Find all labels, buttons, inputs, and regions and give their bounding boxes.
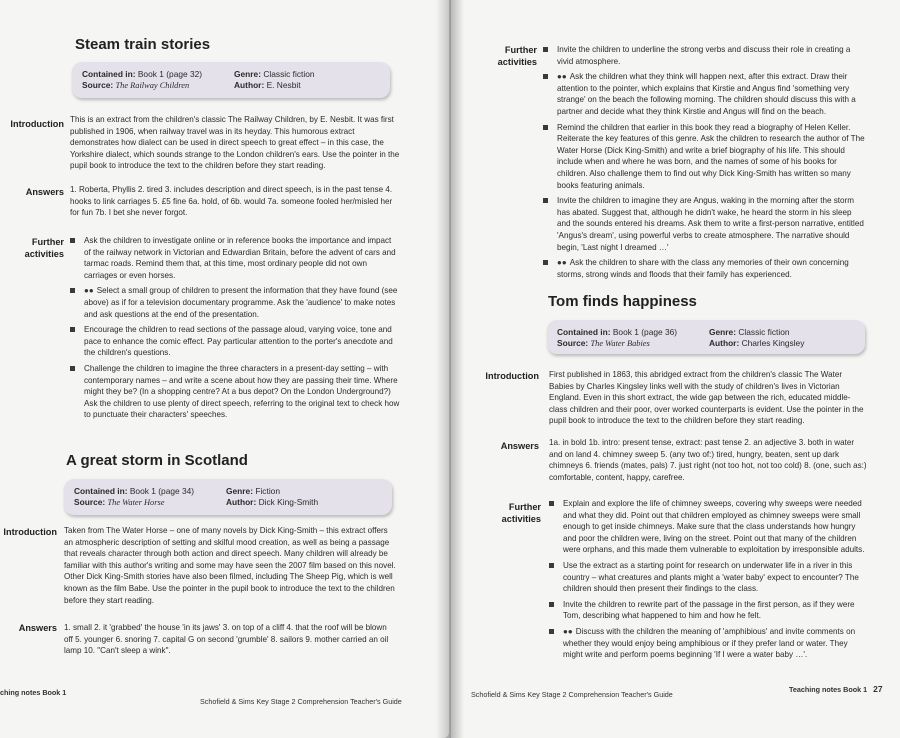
further-label-tom: Further activities [501,502,541,524]
intro-label-tom: Introduction [485,371,539,381]
intro-label-storm: Introduction [3,527,57,537]
list-item: Remind the children that earlier in this book they read a biography of Helen Keller. Reiterate the key features of this genre. Ask the children to research the author of The Water Horse (Dick King-Smith) and write a brief biography of his life. This should include when and where he was born, and the names of some of his books for children. Also challenge them to find out why Dick King-Smith has written so many books featuring animals. [543,122,865,192]
list-item: Encourage the children to read sections of the passage aloud, varying voice, tone and pace to enhance the comic effect. Pay particular attention to the porter's anecdote and the children's questions. [70,324,400,359]
left-page [0,0,449,738]
bullet-icon [549,501,554,506]
answers-label-tom: Answers [500,441,539,451]
list-item: ●● Select a small group of children to present the information that they have found (see above) as if for a television documentary programme. Ask the 'audience' to make notes and ask questions at the end of the presentation. [70,285,400,320]
contained-label: Contained in: [557,327,611,337]
source-label: Source: [557,338,589,348]
bullet-icon [543,198,548,203]
bullet-icon [549,629,554,634]
right-page [451,0,900,738]
bullet-icon [70,327,75,332]
running-footer-left: ching notes Book 1 [0,688,67,697]
further-list-tom [549,498,869,665]
publisher-footer-right: Schofield & Sims Key Stage 2 Comprehension Teacher's Guide [471,690,673,699]
bullet-icon [549,563,554,568]
list-item: Invite the children to rewrite part of the passage in the first person, as if they were Tom, describing what happened to him and how he felt. [549,599,869,622]
answers-text-steam: 1. Roberta, Phyllis 2. tired 3. includes description and direct speech, is in the past tense 4. hooks to link carriages 5. £5 fine 6a. hold, of 6b. would 7a. someone fooled her/misled her for fun 7b. I bet she never forgot. [70,185,393,218]
list-item: Use the extract as a starting point for research on underwater life in a river in this country – what creatures and plants might a 'water baby' expect to encounter? The children should then present their findings to the class. [549,560,869,595]
contained-label: Contained in: [74,486,128,496]
bullet-icon [549,602,554,607]
bullet-icon [543,260,548,265]
genre-value: Classic fiction [738,327,790,337]
bullet-icon [543,47,548,52]
further-list-steam [70,235,400,425]
pair-work-icon: ●● [557,72,567,82]
genre-value: Classic fiction [263,69,315,79]
section-title-storm: A great storm in Scotland [66,452,248,469]
source-value: The Water Horse [107,498,165,507]
info-box-steam [72,62,390,98]
answers-text-tom: 1a. in bold 1b. intro: present tense, extract: past tense 2. an adjective 3. both in water and on land 4. chimney sweep 5. (any two of:) tired, hungry, beaten, sent up dark chimneys 6. friends (mates, pals) 7. just right (not too hot, not too cold) 8. (one, such as:) comfortable, content, happy, carefree. [549,438,867,482]
author-value: Dick King-Smith [258,497,319,507]
genre-label: Genre: [709,327,736,337]
author-value: E. Nesbit [266,80,301,90]
answers-label-steam: Answers [25,187,64,197]
bullet-icon [70,288,75,293]
list-item: Ask the children to investigate online or in reference books the importance and impact of the railway network in Victorian and Edwardian Britain, before the advent of cars and tarmac roads. Remind them that, at this time, most ordinary people did not own carriages or even horses. [70,235,400,281]
contained-value: Book 1 (page 36) [612,327,678,337]
intro-text-tom: First published in 1863, this abridged extract from the children's classic The Water Babies by Charles Kingsley links well with the study of children's lives in Victorian England. Even in this short extract, the wide gap between the rich, educated middle-class children and their poor, over worked counterparts is evident. Use the pointer in the pupil book to introduce the text to the children before they start reading. [549,370,864,426]
answers-label-storm: Answers [18,623,57,633]
intro-text-storm: Taken from The Water Horse – one of many novels by Dick King-Smith – this extract offers an atmospheric description of setting and skilful mood creation, as well as being a passage that reveals character through both action and direct speech. Many children will already be familiar with this author's writing and some may have seen the 2007 film based on this novel. Other Dick King-Smith stories have also been filmed, including The Sheep Pig, which is well known as the film Babe. Use the pointer in the pupil book to introduce the text to the children before they start reading. [64,526,396,605]
bullet-icon [543,74,548,79]
list-item: ●● Ask the children to share with the class any memories of their own concerning storms, strong winds and floods that their family has experienced. [543,257,865,280]
list-item: Invite the children to imagine they are Angus, waking in the morning after the storm has abated. Suggest that, although he didn't wake, he heard the storm in his sleep and the sounds entered his dreams. Ask them to write a first-person narrative, entitled 'Angus's dream', using powerful verbs to create atmosphere. The narrative should begin, 'Last night I dreamed …' [543,195,865,253]
author-label: Author: [234,80,265,90]
source-value: The Water Babies [590,339,650,348]
list-item: Invite the children to underline the strong verbs and discuss their role in creating a vivid atmosphere. [543,44,865,67]
pair-work-icon: ●● [557,258,567,268]
source-value: The Railway Children [115,81,190,90]
contained-value: Book 1 (page 32) [137,69,203,79]
genre-label: Genre: [226,486,253,496]
author-label: Author: [226,497,257,507]
page-number: 27 [873,684,883,694]
list-item: ●● Discuss with the children the meaning of 'amphibious' and invite comments on whether they would enjoy being amphibious or if they prefer land or water. They might write and perform poems beginning 'If I were a water baby …'. [549,626,869,661]
list-item: ●● Ask the children what they think will happen next, after this extract. Draw their attention to the pointer, which explains that Kirstie and Angus find 'something very strange' on the beach the following morning. The children should discuss this with a partner and decide what they think Kirstie and Angus will find on the beach. [543,71,865,117]
info-box-storm [64,479,392,515]
running-footer-right: Teaching notes Book 1 27 [789,684,883,694]
publisher-footer-left: Schofield & Sims Key Stage 2 Comprehension Teacher's Guide [200,697,402,706]
intro-text-steam: This is an extract from the children's classic The Railway Children, by E. Nesbit. It was first published in 1906, when railway travel was in its heyday. This humorous extract demonstrates how dialect can be used in direct speech to great effect – in this case, the Yorkshire dialect, which sounds strange to the London children's ears. Use the pointer in the pupil book to introduce the text to the children before they start reading. [70,115,400,171]
list-item: Explain and explore the life of chimney sweeps, covering why sweeps were needed and what they did. Point out that children employed as chimney sweeps were small enough to get inside chimneys. Make sure that the class understands how hungry and poor the children were, living on the street. Point out that many of the children were orphans, and this made them vulnerable to exploitation by irresponsible adults. [549,498,869,556]
author-label: Author: [709,338,740,348]
source-label: Source: [82,80,114,90]
section-title-steam: Steam train stories [75,36,211,53]
info-box-tom [547,320,865,354]
pair-work-icon: ●● [84,286,94,296]
source-label: Source: [74,497,106,507]
genre-value: Fiction [255,486,280,496]
intro-label-steam: Introduction [10,119,64,129]
genre-label: Genre: [234,69,261,79]
bullet-icon [70,238,75,243]
list-item: Challenge the children to imagine the three characters in a present-day setting – with contemporary names – and write a scene about how they are passing their time. Where might they be? (In a shopping centre? At a bus depot? On the London Underground?) Ask the children to use plenty of direct speech, referring to the original text to check how to punctuate their characters' speeches. [70,363,400,421]
further-label-steam: Further activities [24,237,64,259]
bullet-icon [70,366,75,371]
answers-text-storm: 1. small 2. it 'grabbed' the house 'in its jaws' 3. on top of a cliff 4. that the roof will be blown off 5. younger 6. snoring 7. capital G on second 'grumble' 8. sailors 9. mother carried an oil lamp 10. "Can't sleep a wink". [64,623,389,656]
pair-work-icon: ●● [563,626,573,636]
contained-value: Book 1 (page 34) [129,486,195,496]
further-label-storm: Further activities [497,45,537,67]
author-value: Charles Kingsley [741,338,805,348]
section-title-tom: Tom finds happiness [548,293,697,310]
contained-label: Contained in: [82,69,136,79]
bullet-icon [543,125,548,130]
further-list-storm [543,44,865,284]
